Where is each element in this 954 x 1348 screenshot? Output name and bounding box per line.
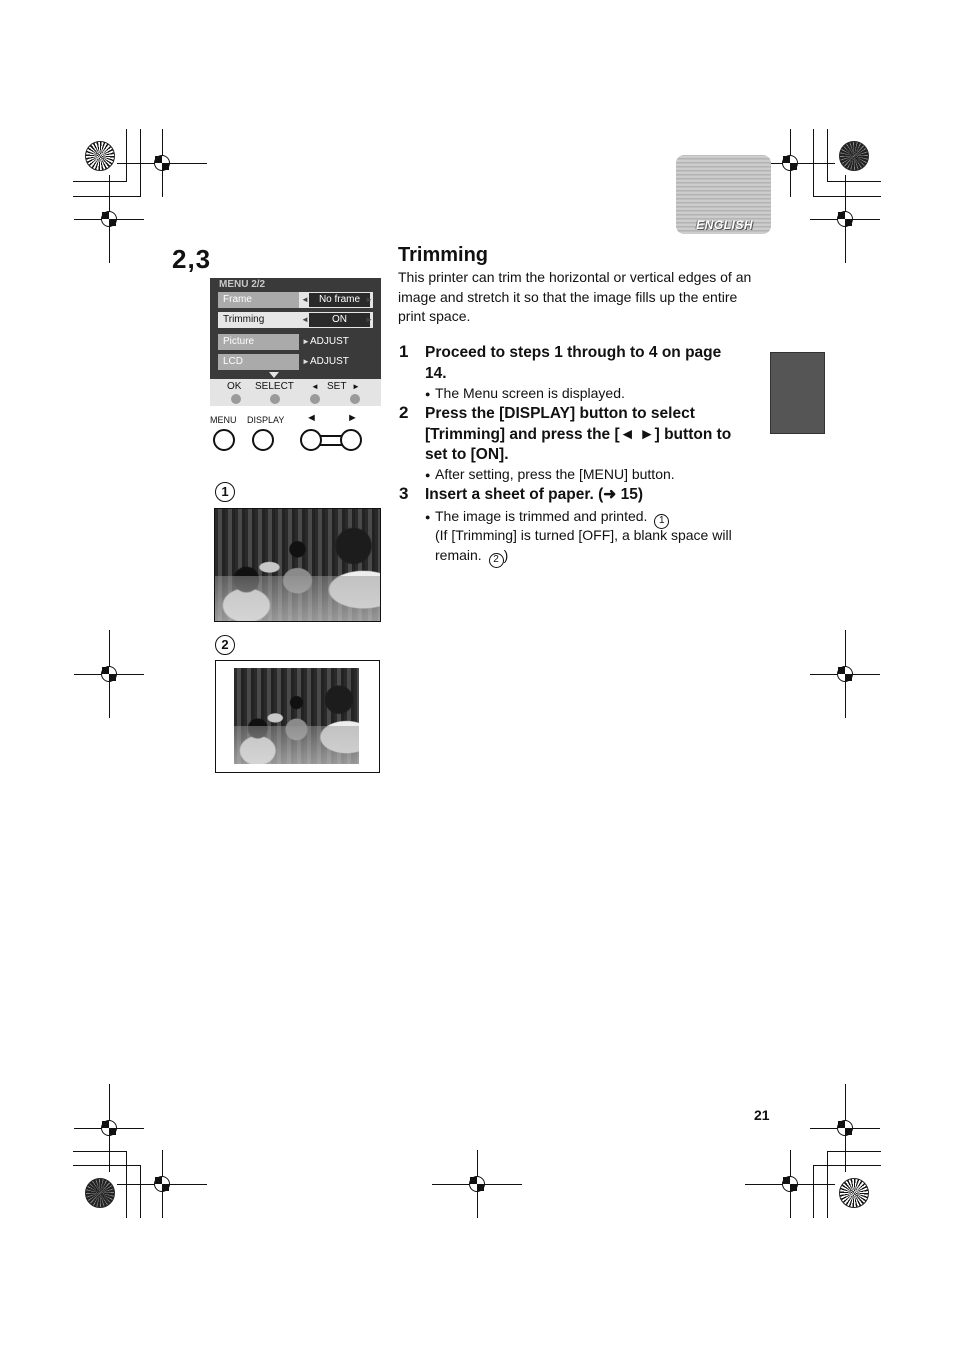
step-note xyxy=(425,384,755,405)
display-button xyxy=(252,429,274,451)
right-arrow-icon: ► xyxy=(365,295,373,304)
section-heading: Trimming xyxy=(398,244,489,266)
step-note-text: After setting, press the [MENU] button. xyxy=(435,466,675,482)
step-instruction: Press the [DISPLAY] button to select [Trimming] and press the [◄ ►] button to set to [ON]. xyxy=(425,405,732,463)
step-instruction: Proceed to steps 1 through to 4 on page 14. xyxy=(425,344,722,382)
figure-2-ref: 2 xyxy=(489,553,504,568)
crop-line xyxy=(827,181,881,182)
lcd-menu-screen xyxy=(210,278,381,406)
lcd-menu-title: MENU 2/2 xyxy=(219,279,266,290)
bullet-icon: ● xyxy=(425,512,431,522)
crop-line xyxy=(73,1151,127,1152)
lcd-row-label: LCD xyxy=(218,354,299,370)
crop-line xyxy=(827,129,828,182)
guide-dot xyxy=(310,394,320,404)
crop-line xyxy=(126,129,127,182)
step-note-continuation xyxy=(435,526,755,568)
family-photo-image xyxy=(234,668,359,764)
right-arrow-icon: ► xyxy=(302,337,310,346)
left-arrow-icon: ◄ xyxy=(301,295,309,304)
lcd-menu-row xyxy=(218,334,373,350)
color-target-icon xyxy=(839,1178,869,1208)
crop-line xyxy=(73,181,127,182)
guide-dot xyxy=(270,394,280,404)
step-number: 2 xyxy=(399,403,409,422)
lcd-menu-row xyxy=(218,292,373,308)
lcd-row-label: Picture xyxy=(218,334,299,350)
step-number: 1 xyxy=(399,342,409,361)
right-button-label: ► xyxy=(347,412,358,424)
lcd-row-value: ADJUST xyxy=(310,356,349,367)
language-tab xyxy=(676,155,771,234)
step-note xyxy=(425,465,755,486)
left-arrow-icon: ◄ xyxy=(301,315,309,324)
color-target-icon xyxy=(839,141,869,171)
family-photo-image xyxy=(215,509,380,621)
left-arrow-icon: ◄ xyxy=(311,382,319,391)
scroll-down-icon xyxy=(269,372,279,378)
guide-dot xyxy=(350,394,360,404)
figure-1-ref: 1 xyxy=(654,514,669,529)
lcd-row-value: ADJUST xyxy=(310,336,349,347)
untrimmed-print-photo xyxy=(234,668,359,764)
continuation-text: (If [Trimming] is turned [OFF], a blank space will remain. xyxy=(435,527,732,563)
crop-line xyxy=(140,1165,141,1218)
bullet-icon: ● xyxy=(425,470,431,480)
intro-paragraph: This printer can trim the horizontal or vertical edges of an image and stretch it so that the image fills up the entire print space. xyxy=(398,269,752,324)
step-note-text: The Menu screen is displayed. xyxy=(435,385,625,401)
left-button-label: ◄ xyxy=(306,412,317,424)
select-guide-label: SELECT xyxy=(255,381,294,392)
crop-line xyxy=(73,196,141,197)
untrimmed-print-sheet xyxy=(215,660,380,773)
crop-line xyxy=(813,1165,881,1166)
right-arrow-icon: ► xyxy=(365,315,373,324)
lcd-menu-row xyxy=(218,312,373,328)
bullet-icon: ● xyxy=(425,389,431,399)
step-number: 3 xyxy=(399,484,409,503)
button-connector xyxy=(320,435,342,437)
crop-line xyxy=(827,1151,881,1152)
step-note-text: The image is trimmed and printed. xyxy=(435,508,648,524)
menu-button xyxy=(213,429,235,451)
menu-button-label: MENU xyxy=(210,415,237,425)
section-number: 2,3 xyxy=(172,244,212,274)
crop-line xyxy=(73,1165,141,1166)
color-target-icon xyxy=(85,1178,115,1208)
left-button xyxy=(300,429,322,451)
right-arrow-icon: ► xyxy=(352,382,360,391)
section-marker-block xyxy=(770,352,825,434)
lcd-row-value: ON xyxy=(309,313,370,327)
lcd-row-label: Frame xyxy=(218,292,299,308)
figure-2-marker: 2 xyxy=(215,635,235,655)
crop-line xyxy=(813,1165,814,1218)
trimmed-print-photo xyxy=(214,508,381,622)
lcd-button-guide xyxy=(210,379,381,406)
continuation-end: ) xyxy=(503,546,509,563)
color-target-icon xyxy=(85,141,115,171)
figure-1-marker: 1 xyxy=(215,482,235,502)
right-arrow-icon: ► xyxy=(302,357,310,366)
guide-dot xyxy=(231,394,241,404)
lcd-row-value: No frame xyxy=(309,293,370,307)
lcd-menu-row xyxy=(218,354,373,370)
lcd-row-label: Trimming xyxy=(218,312,299,328)
button-connector xyxy=(320,444,342,446)
ok-guide-label: OK xyxy=(227,381,242,392)
page-number: 21 xyxy=(754,1107,770,1123)
language-tab-label: ENGLISH xyxy=(696,218,753,232)
display-button-label: DISPLAY xyxy=(247,415,285,425)
right-button xyxy=(340,429,362,451)
crop-line xyxy=(813,196,881,197)
set-guide-label: SET xyxy=(327,381,347,392)
step-instruction: Insert a sheet of paper. (➜ 15) xyxy=(425,486,643,503)
